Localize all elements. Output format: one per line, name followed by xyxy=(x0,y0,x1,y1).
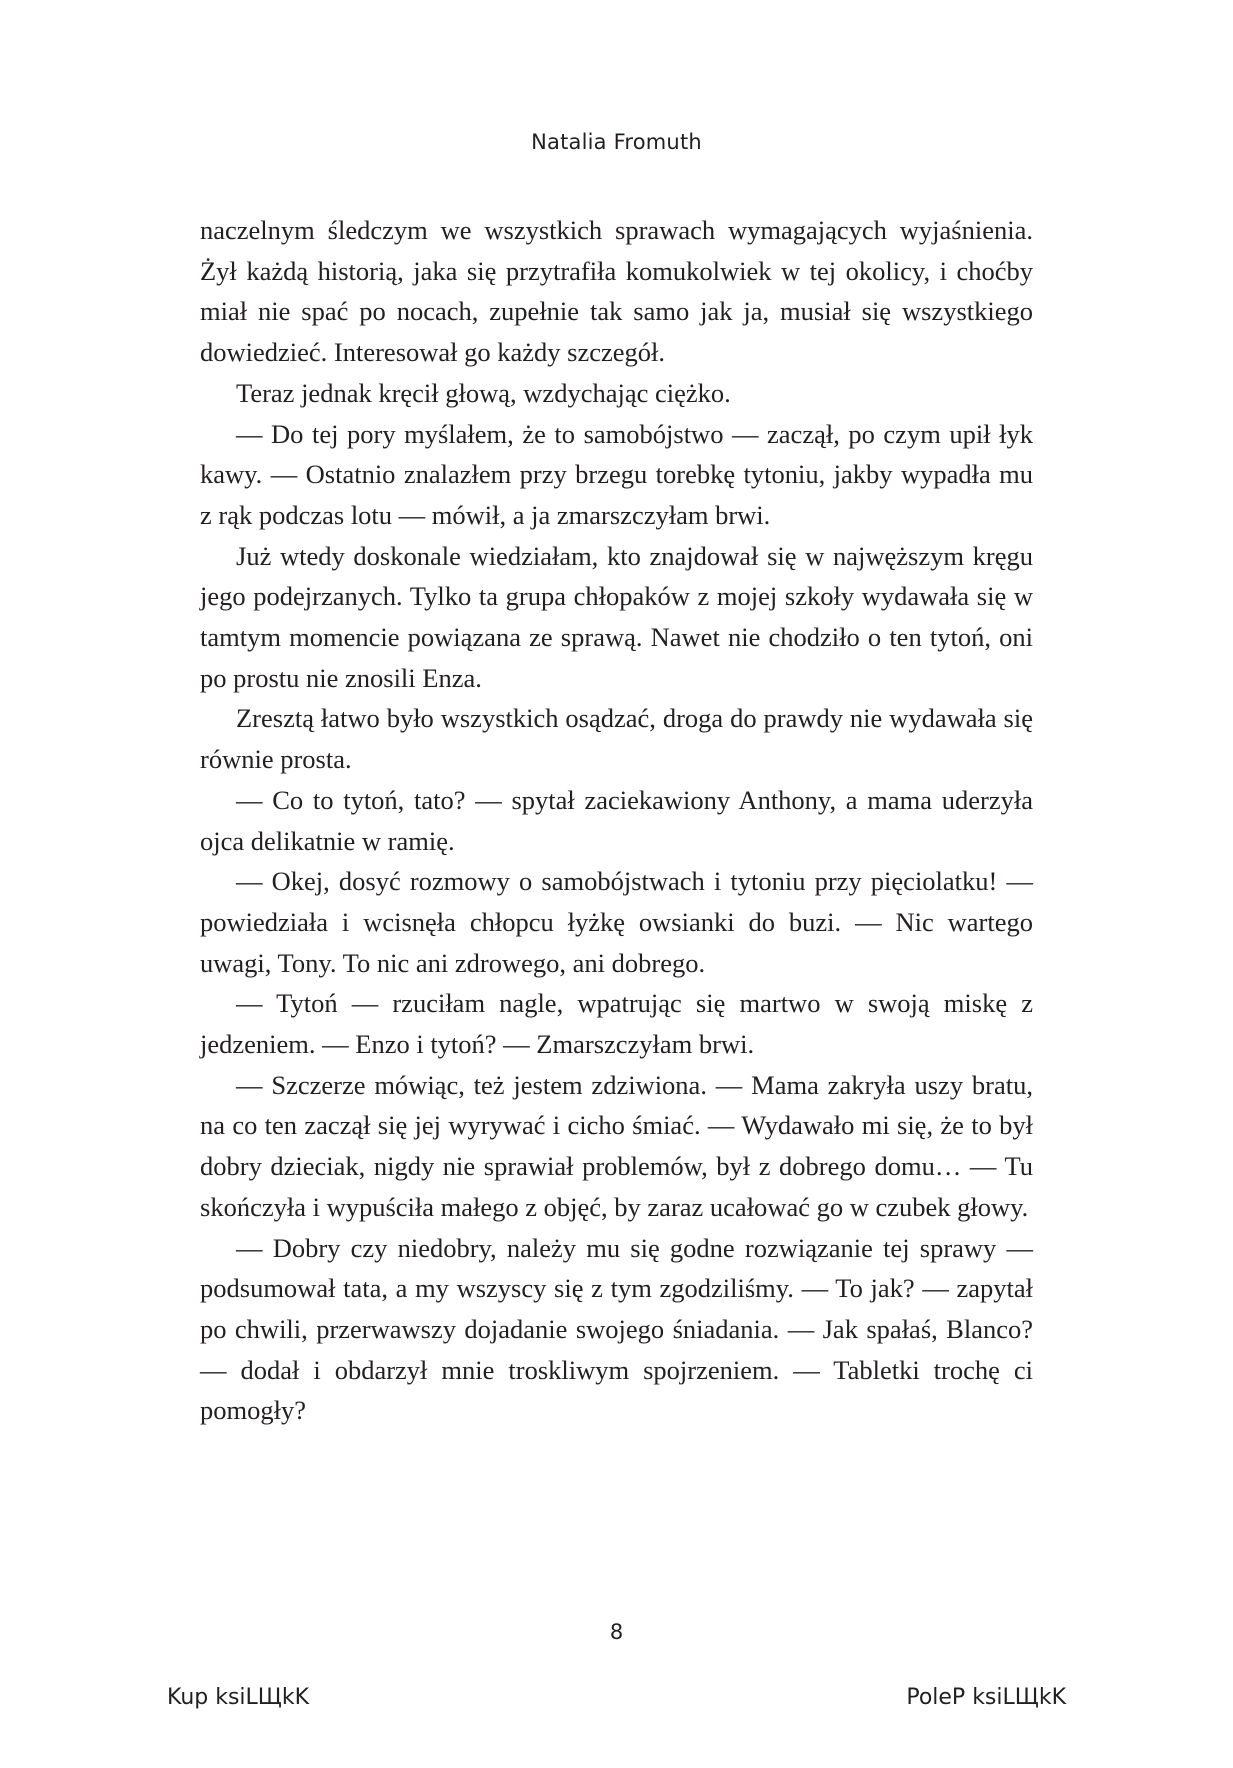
paragraph: Zresztą łatwo było wszystkich osądzać, droga do prawdy nie wydawała się równie prosta. xyxy=(200,703,1033,775)
paragraph: Teraz jednak kręcił głową, wzdychając ciężko. xyxy=(236,377,731,408)
paragraph: naczelnym śledczym we wszystkich sprawach wymagających wyjaśnienia. Żył każdą historią, jaka się przytrafiła komukolwiek w tej okolicy, i choćby miał nie spać po nocach, zupełnie tak samo jak ja, musiał się wszystkiego dowiedzieć. Interesował go każdy szczegół. xyxy=(200,215,1033,368)
running-head-author: Natalia Fromuth xyxy=(531,130,702,154)
paragraph: — Co to tytoń, tato? — spytał zaciekawiony Anthony, a mama uderzyła ojca delikatnie w ramię. xyxy=(200,784,1033,856)
paragraph: — Szczerze mówiąc, też jestem zdziwiona. — Mama zakryła uszy bratu, na co ten zaczął się jej wyrywać i cicho śmiać. — Wydawało mi się, że to był dobry dzieciak, nigdy nie sprawiał problemów, był z dobrego domu… — Tu skończyła i wypuściła małego z objęć, by zaraz ucałować go w czubek głowy. xyxy=(200,1069,1033,1222)
paragraph: — Dobry czy niedobry, należy mu się godne rozwiązanie tej sprawy — podsumował tata, a my wszyscy się z tym zgodziliśmy. — To jak? — zapytał po chwili, przerwawszy dojadanie swojego śniadania. — Jak spałaś, Blanco? — dodał i obdarzył mnie troskliwym spojrzeniem. — Tabletki trochę ci pomogły? xyxy=(200,1232,1033,1426)
paragraph: Już wtedy doskonale wiedziałam, kto znajdował się w najwęższym kręgu jego podejrzanych. Tylko ta grupa chłopaków z mojej szkoły wydawała się w tamtym momencie powiązana ze sprawą. Nawet nie chodziło o ten tytoń, oni po prostu nie znosili Enza. xyxy=(200,540,1033,693)
page-number: 8 xyxy=(609,1620,624,1644)
paragraph: — Do tej pory myślałem, że to samobójstwo — zaczął, po czym upił łyk kawy. — Ostatnio znalazłem przy brzegu torebkę tytoniu, jakby wypadła mu z rąk podczas lotu — mówił, a ja zmarszczyłam brwi. xyxy=(200,418,1033,530)
buy-book-link[interactable]: Kup ksiLЩkK xyxy=(167,1685,310,1710)
paragraph: — Okej, dosyć rozmowy o samobójstwach i tytoniu przy pięciolatku! — powiedziała i wcisnęła chłopcu łyżkę owsianki do buzi. — Nic wartego uwagi, Tony. To nic ani zdrowego, ani dobrego. xyxy=(200,866,1033,978)
recommend-book-link[interactable]: PoleP ksiLЩkK xyxy=(906,1685,1066,1710)
body-text xyxy=(200,210,1033,1431)
paragraph: — Tytoń — rzuciłam nagle, wpatrując się martwo w swoją miskę z jedzeniem. — Enzo i tytoń? — Zmarszczyłam brwi. xyxy=(200,988,1033,1060)
